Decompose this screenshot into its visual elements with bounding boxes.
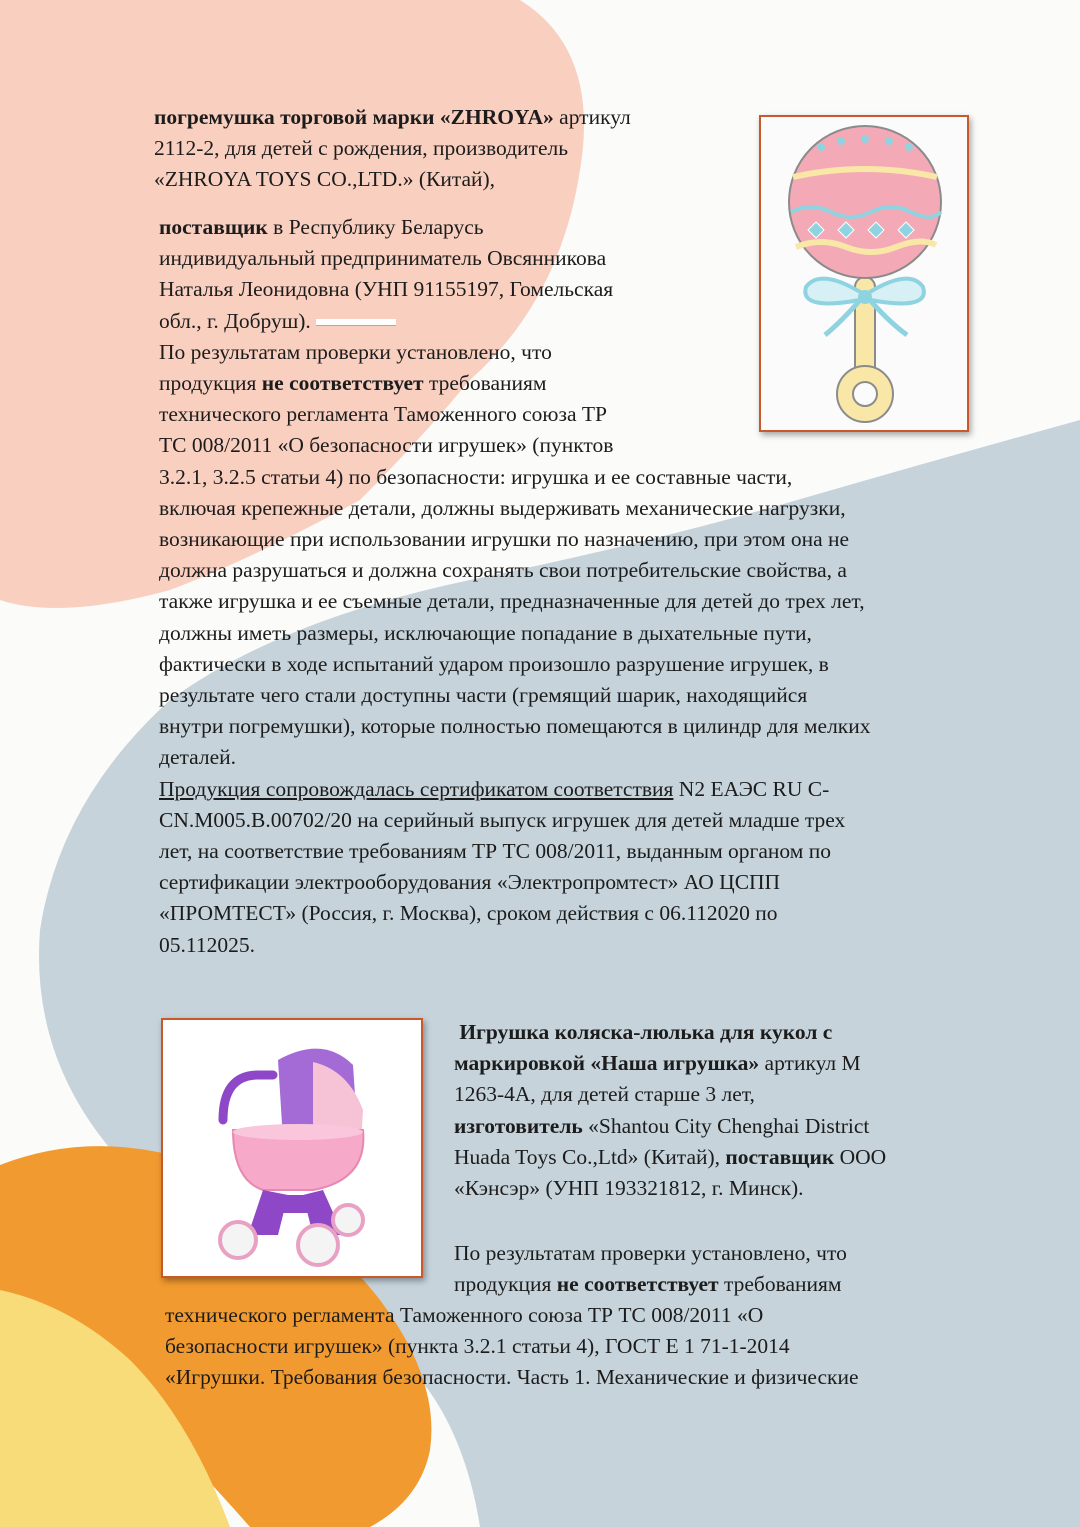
item1-supplier-line1 (159, 212, 871, 243)
item2-article-label: артикул М (759, 1051, 861, 1076)
item1-result-line2 (159, 368, 871, 399)
item2-result-prefix: продукция (454, 1272, 557, 1297)
item2-brand: маркировкой «Наша игрушка» (454, 1051, 760, 1076)
item1-header-line1 (154, 102, 631, 133)
item1-cert-line6: 05.112025. (159, 932, 255, 957)
item1-result-line5: 3.2.1, 3.2.5 статьи 4) по безопасности: игрушка и ее составные части, (159, 464, 793, 489)
item2-result-intro (454, 1238, 847, 1300)
item2-maker-name: «Shantou City Chenghai District (582, 1113, 870, 1138)
stroller-illustration (163, 1020, 421, 1276)
item1-header-line2: 2112-2, для детей с рождения, производитель (154, 136, 569, 161)
item2-maker-line2 (454, 1142, 886, 1173)
item1-cert-line3: лет, на соответствие требованиям ТР ТС 008/2011, выданным органом по (159, 839, 832, 864)
item1-supplier-address: обл., г. Добруш). (159, 308, 311, 333)
item1-cert-line5: «ПРОМТЕСТ» (Россия, г. Москва), сроком действия с 06.112020 по (159, 901, 778, 926)
item1-cert-number: N2 ЕАЭС RU C- (673, 776, 830, 801)
item1-result-line10: должны иметь размеры, исключающие попадание в дыхательные пути, (159, 620, 812, 645)
item2-result-body (165, 1300, 859, 1394)
item2-header (454, 1017, 886, 1204)
item2-maker-label: изготовитель (454, 1113, 583, 1138)
item1-result-line14: деталей. (159, 745, 237, 770)
item1-supplier-line3: Наталья Леонидовна (УНП 91155197, Гомельская (159, 277, 614, 302)
item1-result-line1: По результатам проверки установлено, что (159, 339, 552, 364)
item1-result-line11: фактически в ходе испытаний ударом произошло разрушение игрушек, в (159, 651, 829, 676)
item1-result-suffix: требованиям (423, 371, 547, 396)
item2-noncompliance: не соответствует (556, 1272, 719, 1297)
item1-result-line7: возникающие при использовании игрушки по назначению, при этом она не (159, 527, 850, 552)
item2-result-line3: технического регламента Таможенного союза ТР ТС 008/2011 «О (165, 1303, 764, 1327)
item1-result-line9: также игрушка и ее съемные детали, предназначенные для детей до трех лет, (159, 589, 865, 614)
item2-maker-country: Huada Toys Co.,Ltd» (Китай), (454, 1144, 726, 1169)
item1-supplier-label: поставщик (159, 215, 268, 239)
item2-header-line3: 1263-4А, для детей старше 3 лет, (454, 1082, 755, 1107)
item1-cert-line1 (159, 774, 871, 805)
item1-body (159, 212, 871, 961)
item1-result-line4: ТС 008/2011 «О безопасности игрушек» (пунктов (159, 433, 614, 458)
item1-header (154, 102, 631, 196)
item1-cert-line2: CN.M005.B.00702/20 на серийный выпуск игрушек для детей младше трех (159, 807, 846, 832)
stroller-image-frame (161, 1018, 423, 1278)
item1-result-line12: результате чего стали доступны части (гремящий шарик, находящийся (159, 683, 808, 708)
item1-supplier-line4 (159, 306, 871, 337)
item1-product-name: погремушка торговой марки «ZHROYA» (154, 105, 554, 129)
item2-product-name: Игрушка коляска-люлька для кукол с (459, 1020, 833, 1044)
item2-maker-line1 (454, 1111, 886, 1142)
item1-result-prefix: продукция (159, 371, 262, 396)
item1-result-line6: включая крепежные детали, должны выдерживать механические нагрузки, (159, 495, 846, 520)
item2-maker-line3: «Кэнсэр» (УНП 193321812, г. Минск). (454, 1176, 804, 1201)
item2-result-line5: «Игрушки. Требования безопасности. Часть 1. Механические и физические (165, 1365, 859, 1390)
item2-supplier-form: ООО (834, 1144, 887, 1169)
item2-result-suffix: требованиям (718, 1272, 842, 1297)
item2-result-line2 (454, 1269, 847, 1300)
item1-result-line8: должна разрушаться и должна сохранять свои потребительские свойства, а (159, 558, 847, 583)
item2-header-line1 (454, 1017, 886, 1048)
item1-result-line13: внутри погремушки), которые полностью помещаются в цилиндр для мелких (159, 714, 871, 739)
item1-cert-line4: сертификации электрооборудования «Электропромтест» АО ЦСПП (159, 870, 781, 895)
item1-cert-label: Продукция сопровождалась сертификатом соответствия (159, 776, 674, 801)
redaction-mark (316, 319, 396, 326)
item2-result-line1: По результатам проверки установлено, что (454, 1241, 847, 1265)
item1-result-line3: технического регламента Таможенного союза ТР (159, 402, 607, 427)
item2-supplier-label: поставщик (725, 1144, 835, 1169)
item2-result-line4: безопасности игрушек» (пункта 3.2.1 статьи 4), ГОСТ Е 1 71-1-2014 (165, 1334, 790, 1359)
item1-supplier-line2: индивидуальный предприниматель Овсянникова (159, 246, 607, 271)
item2-header-line2 (454, 1048, 886, 1079)
item1-noncompliance: не соответствует (261, 371, 424, 396)
item1-supplier-country: в Республику Беларусь (267, 215, 484, 239)
item1-header-line3: «ZHROYA TOYS CO.,LTD.» (Китай), (154, 167, 496, 192)
item1-article-label: артикул (553, 105, 631, 129)
